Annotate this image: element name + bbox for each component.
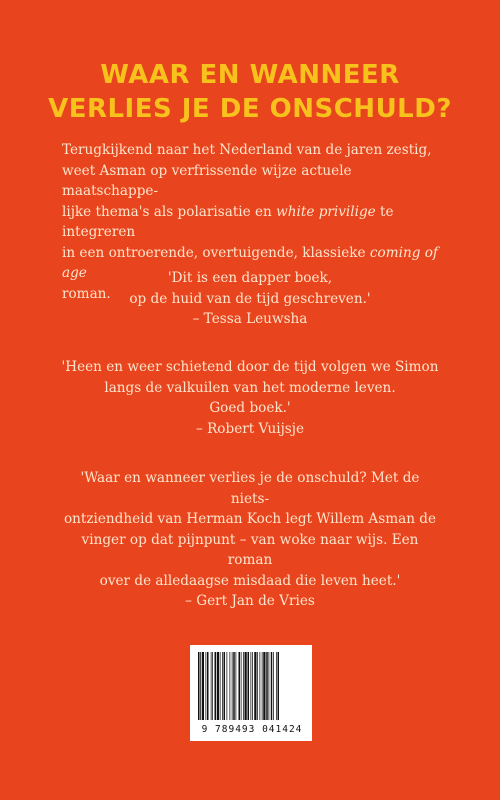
barcode-bar bbox=[276, 652, 277, 720]
barcode-bar bbox=[241, 652, 242, 720]
barcode-bar bbox=[230, 652, 231, 720]
quote-author: – Tessa Leuwsha bbox=[192, 311, 308, 327]
quote-line: Goed boek.' bbox=[209, 400, 291, 416]
barcode-bar bbox=[202, 652, 204, 720]
cover-headline bbox=[0, 58, 500, 126]
quote-line: 'Waar en wanneer verlies je de onschuld? Met de niets- bbox=[80, 470, 420, 507]
barcode-bar bbox=[254, 652, 256, 720]
blurb-line-2: weet Asman op verfrissende wijze actuele maatschappe- bbox=[62, 162, 352, 199]
review-quote-2 bbox=[60, 357, 440, 439]
barcode-bar bbox=[206, 652, 207, 720]
barcode-bar bbox=[220, 652, 221, 720]
barcode-bar bbox=[248, 652, 250, 720]
barcode-bar bbox=[217, 652, 219, 720]
blurb-italic-white-privilige: white privilige bbox=[276, 203, 376, 220]
barcode-bar bbox=[239, 652, 241, 720]
headline-line-2: VERLIES JE DE ONSCHULD? bbox=[48, 94, 452, 124]
barcode-bar bbox=[232, 652, 233, 720]
isbn-number: 9 789493 041424 bbox=[201, 724, 303, 735]
headline-line-1: WAAR EN WANNEER bbox=[100, 60, 400, 90]
barcode-bar bbox=[251, 652, 252, 720]
blurb-italic-coming-of-age: coming of age bbox=[62, 244, 438, 281]
quote-line: langs de valkuilen van het moderne leven. bbox=[104, 379, 396, 396]
barcode-bar bbox=[252, 652, 253, 720]
barcode-bar bbox=[222, 652, 223, 720]
barcode-bar bbox=[245, 652, 247, 720]
barcode-bar bbox=[263, 652, 265, 720]
barcode-bar bbox=[198, 652, 200, 720]
quote-line: ontziendheid van Herman Koch legt Willem Asman de bbox=[63, 511, 437, 527]
quote-line: over de alledaagse misdaad die leven heet.' bbox=[99, 572, 401, 589]
quote-line: 'Heen en weer schietend door de tijd volgen we Simon bbox=[61, 359, 439, 375]
barcode-bar bbox=[262, 652, 263, 720]
barcode-bar bbox=[211, 652, 212, 720]
barcode-bar bbox=[278, 652, 280, 720]
barcode-bar bbox=[212, 652, 213, 720]
barcode-bar bbox=[207, 652, 209, 720]
quote-author: – Gert Jan de Vries bbox=[185, 593, 315, 609]
blurb-line-5: roman. bbox=[62, 285, 111, 302]
review-quote-3 bbox=[60, 468, 440, 612]
barcode-bar bbox=[266, 652, 268, 720]
blurb-line-3a: lijke thema's als polarisatie en bbox=[62, 203, 277, 220]
quote-line: 'Dit is een dapper boek, bbox=[167, 270, 333, 286]
barcode-bar bbox=[273, 652, 274, 720]
blurb-line-4: in een ontroerende, overtuigende, klassieke bbox=[62, 244, 370, 261]
review-quote-1 bbox=[60, 268, 440, 330]
blurb-line-1: Terugkijkend naar het Nederland van de jaren zestig, bbox=[62, 142, 432, 158]
quote-author: – Robert Vuijsje bbox=[195, 420, 305, 437]
isbn-barcode bbox=[190, 645, 312, 741]
blurb-line-3b: te integreren bbox=[62, 203, 394, 240]
barcode-bar bbox=[257, 652, 258, 720]
barcode-bar bbox=[200, 652, 201, 720]
barcode-bar bbox=[233, 652, 235, 720]
barcode-bar bbox=[271, 652, 273, 720]
barcode-bar bbox=[227, 652, 228, 720]
barcode-bar bbox=[243, 652, 244, 720]
barcode-bar bbox=[236, 652, 237, 720]
barcode-bar bbox=[269, 652, 270, 720]
barcode-bars bbox=[197, 652, 307, 720]
barcode-bar bbox=[224, 652, 226, 720]
quote-line: vinger op dat pijnpunt – van woke naar wijs. Een roman bbox=[81, 531, 419, 568]
quote-line: op de huid van de tijd geschreven.' bbox=[129, 290, 371, 307]
barcode-bar bbox=[260, 652, 261, 720]
barcode-bar bbox=[215, 652, 217, 720]
